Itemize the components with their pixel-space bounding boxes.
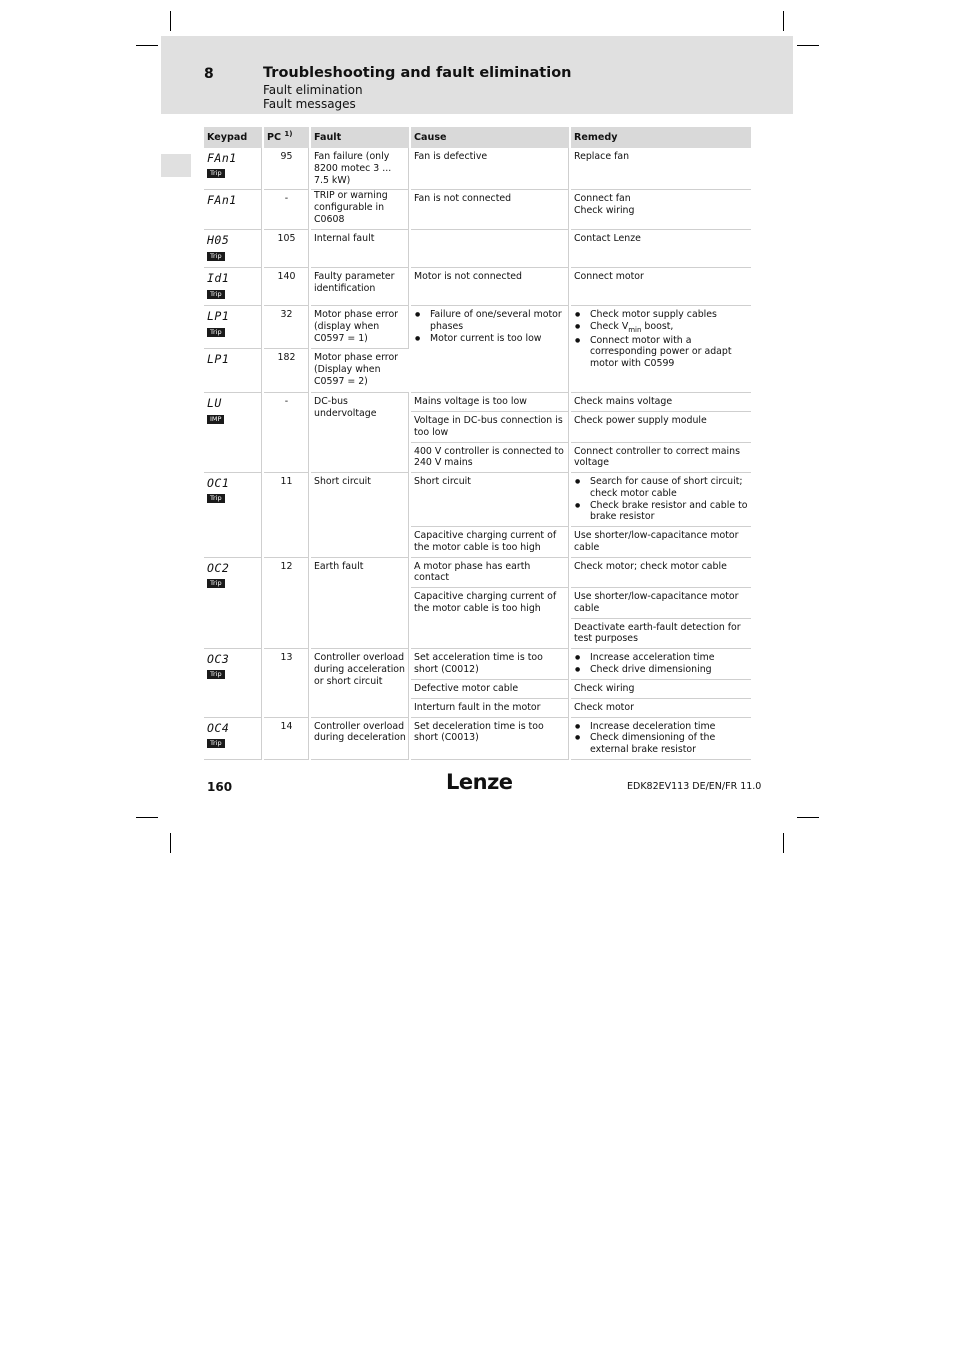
crop-mark [783, 833, 784, 853]
cause-cell: 400 V controller is connected to 240 V mains [410, 442, 570, 473]
table-row [204, 306, 751, 349]
cause-list [414, 309, 566, 344]
trip-badge: Trip [207, 290, 225, 299]
section-subtitle: Fault elimination [263, 83, 363, 97]
chapter-number: 8 [204, 66, 214, 82]
remedy-cell: Use shorter/low-capacitance motor cable [570, 527, 751, 558]
remedy-cell: Check motor [570, 698, 751, 717]
keypad-code: OC3 [207, 652, 230, 666]
remedy-cell: Replace fan [570, 148, 751, 190]
cause-item: ● Failure of one/several motor phases [430, 309, 566, 333]
remedy-item: ● Connect motor with a corresponding power or adapt motor with C0599 [590, 335, 748, 370]
remedy-item [590, 321, 748, 335]
remedy-text: boost, [641, 321, 674, 332]
cause-item: ● Motor current is too low [430, 333, 566, 345]
pc-cell: 14 [263, 717, 310, 759]
col-header-keypad: Keypad [204, 127, 263, 148]
table-row [204, 473, 751, 527]
cause-cell: Short circuit [410, 473, 570, 527]
crop-mark [783, 11, 784, 31]
imp-badge: IMP [207, 415, 224, 424]
remedy-item: ● Check brake resistor and cable to brake resistor [590, 500, 748, 524]
pc-cell: 140 [263, 268, 310, 306]
footnote-marker: 1) [284, 130, 293, 139]
keypad-cell [204, 649, 263, 718]
pc-cell: - [263, 393, 310, 473]
crop-mark [797, 45, 819, 46]
keypad-code: FAn1 [207, 151, 237, 165]
pc-cell: 95 [263, 148, 310, 190]
cause-cell: Set deceleration time is too short (C0013) [410, 717, 570, 759]
chapter-tab-marker [161, 154, 191, 177]
remedy-list [574, 309, 748, 370]
fault-cell: Controller overload during deceleration [310, 717, 410, 759]
pc-cell: 182 [263, 349, 310, 393]
crop-mark [797, 817, 819, 818]
pc-cell: - [263, 190, 310, 230]
keypad-cell [204, 190, 263, 230]
cause-cell: Fan is not connected [410, 190, 570, 230]
fault-cell: Controller overload during acceleration or short circuit [310, 649, 410, 718]
page-number: 160 [207, 780, 233, 794]
remedy-cell: Contact Lenze [570, 230, 751, 268]
fault-cell: Internal fault [310, 230, 410, 268]
cause-cell: Voltage in DC-bus connection is too low [410, 412, 570, 443]
keypad-cell [204, 717, 263, 759]
remedy-cell: Check power supply module [570, 412, 751, 443]
col-header-pc [263, 127, 310, 148]
trip-badge: Trip [207, 169, 225, 178]
table-row [204, 230, 751, 268]
table-row [204, 393, 751, 412]
trip-badge: Trip [207, 252, 225, 261]
keypad-code: LP1 [207, 309, 230, 324]
section-subtitle: Fault messages [263, 97, 356, 111]
keypad-code: LU [207, 396, 222, 411]
remedy-list [574, 721, 748, 756]
table-row [204, 649, 751, 680]
keypad-code: OC1 [207, 476, 230, 490]
keypad-cell [204, 268, 263, 306]
remedy-list [574, 652, 748, 676]
trip-badge: Trip [207, 579, 225, 588]
remedy-line: Check wiring [574, 205, 635, 216]
chapter-title: Troubleshooting and fault elimination [263, 65, 572, 81]
remedy-item: ● Increase deceleration time [590, 721, 748, 733]
remedy-cell: Use shorter/low-capacitance motor cable [570, 588, 751, 619]
table-row [204, 717, 751, 759]
crop-mark [136, 45, 158, 46]
keypad-cell [204, 230, 263, 268]
remedy-item: ● Increase acceleration time [590, 652, 748, 664]
cause-cell: Motor is not connected [410, 268, 570, 306]
fault-cell: Motor phase error (Display when C0597 = 2) [310, 349, 410, 393]
pc-cell: 13 [263, 649, 310, 718]
crop-mark [136, 817, 158, 818]
remedy-cell [570, 190, 751, 230]
remedy-cell: Check wiring [570, 680, 751, 699]
keypad-code: FAn1 [207, 193, 237, 208]
keypad-cell [204, 349, 263, 393]
table-row [204, 190, 751, 230]
remedy-cell [570, 473, 751, 527]
fault-cell: DC-bus undervoltage [310, 393, 410, 473]
pc-cell: 11 [263, 473, 310, 558]
keypad-cell [204, 473, 263, 558]
cause-cell: Interturn fault in the motor [410, 698, 570, 717]
trip-badge: Trip [207, 739, 225, 748]
remedy-text: Check V [590, 321, 629, 332]
col-header-fault: Fault [310, 127, 410, 148]
remedy-item: ● Check drive dimensioning [590, 664, 748, 676]
trip-badge: Trip [207, 670, 225, 679]
fault-cell: Motor phase error (display when C0597 = 1) [310, 306, 410, 349]
cause-cell: Fan is defective [410, 148, 570, 190]
pc-cell: 32 [263, 306, 310, 349]
remedy-cell: Check motor; check motor cable [570, 557, 751, 588]
keypad-code: OC2 [207, 560, 230, 575]
remedy-cell: Deactivate earth-fault detection for test purposes [570, 618, 751, 649]
cause-cell: Capacitive charging current of the motor cable is too high [410, 588, 570, 649]
remedy-item: ● Check motor supply cables [590, 309, 748, 321]
remedy-item: ● Check dimensioning of the external brake resistor [590, 732, 748, 756]
keypad-cell [204, 393, 263, 473]
trip-badge: Trip [207, 494, 225, 503]
cause-cell: A motor phase has earth contact [410, 557, 570, 588]
keypad-code: LP1 [207, 352, 230, 367]
remedy-item: ● Search for cause of short circuit; check motor cable [590, 476, 748, 500]
cause-cell [410, 230, 570, 268]
fault-cell: Fan failure (only 8200 motec 3 ... 7.5 kW) [310, 148, 410, 190]
col-header-pc-label: PC [267, 132, 282, 144]
fault-cell: TRIP or warning configurable in C0608 [310, 190, 410, 230]
remedy-cell [570, 306, 751, 393]
cause-cell: Set acceleration time is too short (C0012) [410, 649, 570, 680]
crop-mark [170, 11, 171, 31]
keypad-code: Id1 [207, 271, 230, 286]
remedy-cell: Connect motor [570, 268, 751, 306]
remedy-list [574, 476, 748, 523]
remedy-line: Connect fan [574, 193, 631, 205]
trip-badge: Trip [207, 328, 225, 337]
table-row [204, 557, 751, 588]
keypad-cell [204, 306, 263, 349]
fault-cell: Faulty parameter identification [310, 268, 410, 306]
keypad-code: OC4 [207, 720, 230, 735]
fault-cell: Earth fault [310, 557, 410, 649]
col-header-cause: Cause [410, 127, 570, 148]
lenze-logo: Lenze [446, 770, 513, 794]
cause-cell [410, 306, 570, 393]
document-reference: EDK82EV113 DE/EN/FR 11.0 [627, 781, 762, 792]
fault-cell: Short circuit [310, 473, 410, 558]
crop-mark [170, 833, 171, 853]
pc-cell: 105 [263, 230, 310, 268]
col-header-remedy: Remedy [570, 127, 751, 148]
remedy-cell: Check mains voltage [570, 393, 751, 412]
table-row [204, 268, 751, 306]
remedy-cell [570, 649, 751, 680]
cause-cell: Defective motor cable [410, 680, 570, 699]
pc-cell: 12 [263, 557, 310, 649]
remedy-subscript: min [628, 325, 642, 334]
keypad-cell [204, 148, 263, 190]
cause-cell: Capacitive charging current of the motor cable is too high [410, 527, 570, 558]
remedy-cell [570, 717, 751, 759]
cause-cell: Mains voltage is too low [410, 393, 570, 412]
keypad-cell [204, 557, 263, 649]
remedy-cell: Connect controller to correct mains voltage [570, 442, 751, 473]
fault-messages-table [204, 127, 751, 760]
table-header-row [204, 127, 751, 148]
table-row [204, 148, 751, 190]
keypad-code: H05 [207, 233, 230, 248]
